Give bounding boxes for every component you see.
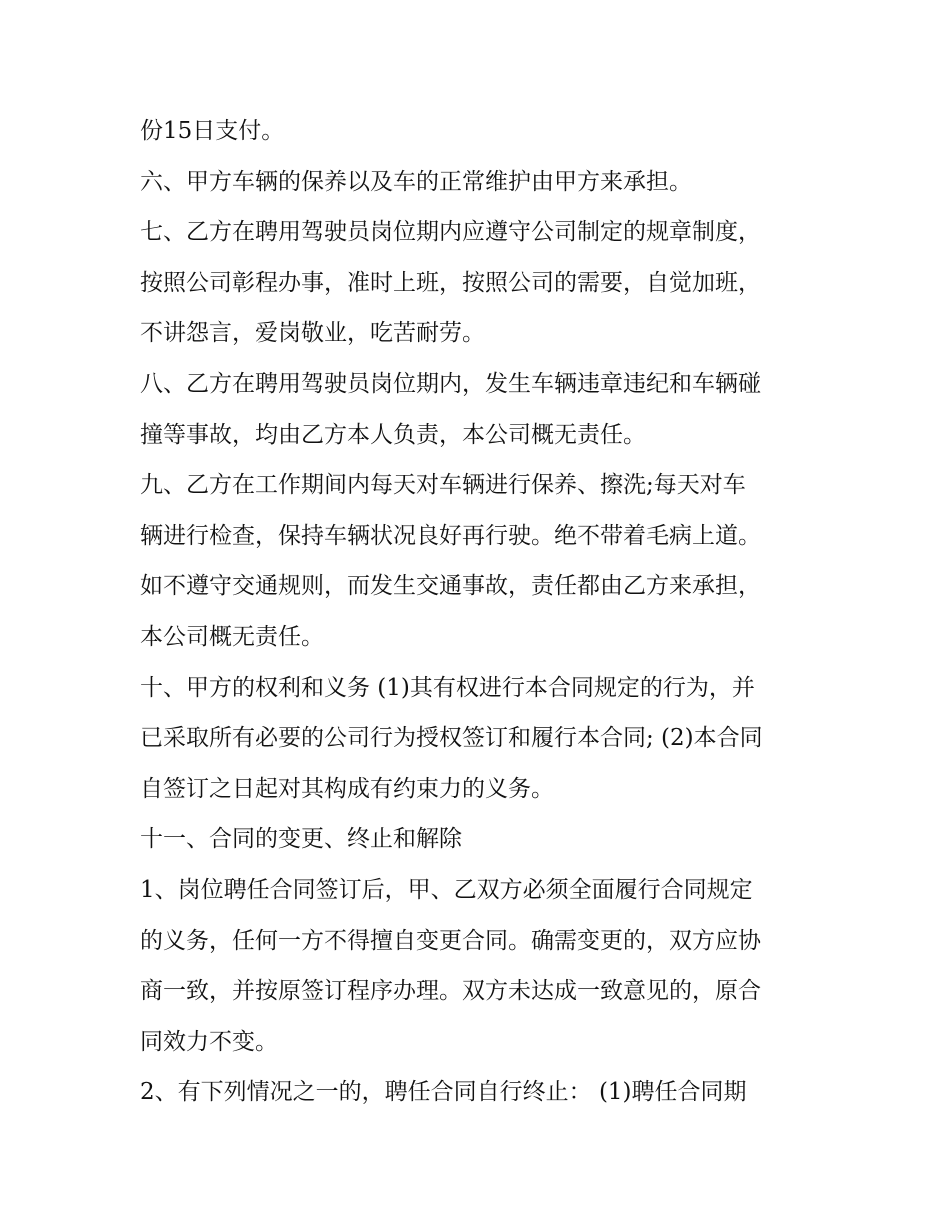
- text-line: 同效力不变。: [140, 1028, 278, 1055]
- paragraph-clause-11-item-2: [140, 1067, 820, 1118]
- text-line: 辆进行检查，保持车辆状况良好再行驶。绝不带着毛病上道。: [140, 522, 761, 549]
- text-line: 如不遵守交通规则，而发生交通事故，责任都由乙方来承担，: [140, 573, 761, 600]
- text-line: 不讲怨言，爱岗敬业，吃苦耐劳。: [140, 320, 485, 347]
- paragraph-clause-7: [140, 207, 820, 359]
- text-line: 2、有下列情况之一的，聘任合同自行终止： (1)聘任合同期: [140, 1079, 747, 1106]
- paragraph-clause-10: [140, 663, 820, 815]
- text-line: 撞等事故，均由乙方本人负责，本公司概无责任。: [140, 421, 646, 448]
- text-line: 十一、合同的变更、终止和解除: [140, 826, 462, 853]
- paragraph-clause-8: [140, 359, 820, 460]
- text-line: 份15日支付。: [140, 118, 285, 144]
- text-line: 六、甲方车辆的保养以及车的正常维护由甲方来承担。: [140, 168, 692, 195]
- text-line: 按照公司彰程办事，准时上班，按照公司的需要，自觉加班，: [140, 269, 761, 296]
- text-line: 自签订之日起对其构成有约束力的义务。: [140, 775, 554, 802]
- text-line: 九、乙方在工作期间内每天对车辆进行保养、擦洗;每天对车: [140, 472, 746, 499]
- text-line: 已采取所有必要的公司行为授权签订和履行本合同; (2)本合同: [140, 725, 763, 752]
- document-body: [140, 106, 820, 1118]
- text-line: 商一致，并按原签订程序办理。双方未达成一致意见的，原合: [140, 978, 761, 1005]
- text-line: 1、岗位聘任合同签订后，甲、乙双方必须全面履行合同规定: [140, 876, 753, 903]
- text-line: 的义务，任何一方不得擅自变更合同。确需变更的，双方应协: [140, 927, 761, 954]
- text-line: 本公司概无责任。: [140, 623, 324, 650]
- text-line: 七、乙方在聘用驾驶员岗位期内应遵守公司制定的规章制度，: [140, 219, 761, 246]
- paragraph-clause-6: [140, 157, 820, 208]
- text-line: 十、甲方的权利和义务 (1)其有权进行本合同规定的行为，并: [140, 674, 755, 701]
- paragraph-payment-date: [140, 106, 820, 157]
- paragraph-clause-9: [140, 460, 820, 662]
- text-line: 八、乙方在聘用驾驶员岗位期内，发生车辆违章违纪和车辆碰: [140, 370, 761, 397]
- paragraph-clause-11-item-1: [140, 865, 820, 1067]
- paragraph-clause-11-heading: [140, 814, 820, 865]
